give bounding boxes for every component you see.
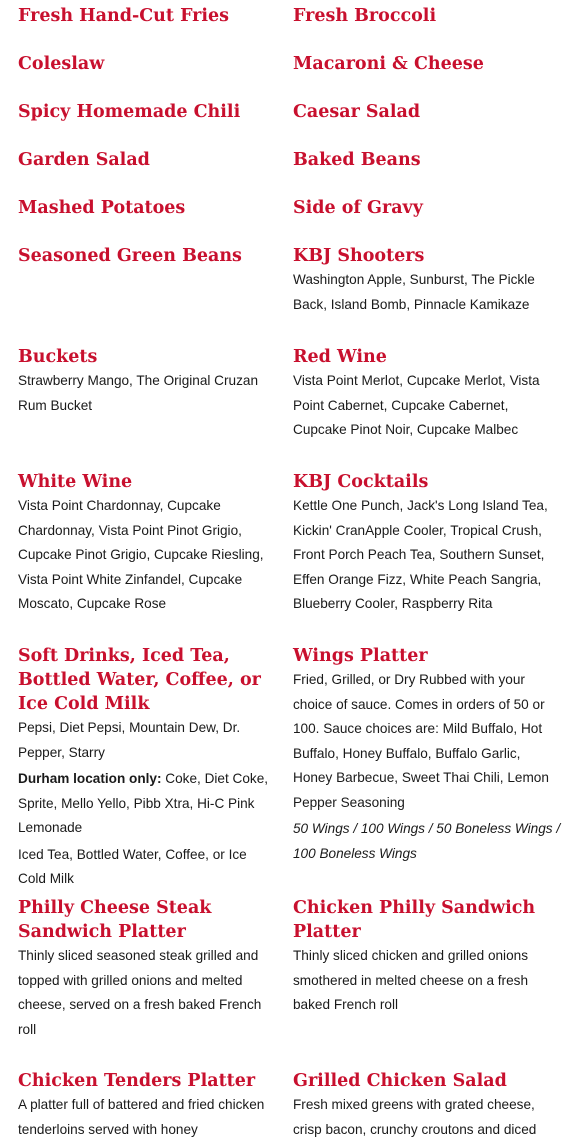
menu-item	[293, 4, 561, 28]
menu-item-title: KBJ Shooters	[293, 246, 425, 266]
menu-item-title: Mashed Potatoes	[18, 198, 186, 218]
menu-item-title: Soft Drinks, Iced Tea, Bottled Water, Coffee, or Ice Cold Milk	[18, 646, 261, 714]
menu-item-title: Buckets	[18, 347, 98, 367]
menu-item	[18, 196, 273, 220]
menu-item-title: Fresh Broccoli	[293, 6, 437, 26]
menu-item	[18, 100, 273, 124]
menu-item	[293, 196, 561, 220]
menu-item-description: Kettle One Punch, Jack's Long Island Tea, Kickin' CranApple Cooler, Tropical Crush, Front Porch Peach Tea, Southern Sunset, Effen Orange Fizz, White Peach Sangria, Blueberry Cooler, Raspberry Rita	[293, 498, 548, 611]
menu-item	[18, 470, 273, 617]
menu-item	[293, 100, 561, 124]
menu-item-title: Spicy Homemade Chili	[18, 102, 241, 122]
menu-item-description: Thinly sliced chicken and grilled onions smothered in melted cheese on a fresh baked French roll	[293, 948, 529, 1012]
menu-item	[18, 4, 273, 28]
menu-item-description: A platter full of battered and fried chicken tenderloins served with honey	[18, 1097, 265, 1137]
menu-item-title: White Wine	[18, 472, 133, 492]
durham-text: Coke, Diet Coke, Sprite, Mello Yello, Pibb Xtra, Hi-C Pink Lemonade	[18, 771, 269, 835]
durham-label: Durham location only:	[18, 771, 162, 786]
menu-item	[18, 244, 273, 268]
menu-item	[293, 345, 561, 443]
menu-item	[293, 148, 561, 172]
menu-item	[18, 345, 273, 418]
menu-item	[18, 644, 273, 892]
menu-item-title: Garden Salad	[18, 150, 150, 170]
menu-item-title: Caesar Salad	[293, 102, 421, 122]
menu-item-title: Side of Gravy	[293, 198, 423, 218]
menu-item-title: Macaroni & Cheese	[293, 54, 484, 74]
menu-item-description: Iced Tea, Bottled Water, Coffee, or Ice Cold Milk	[18, 846, 247, 886]
menu-item-description: Pepsi, Diet Pepsi, Mountain Dew, Dr. Pepper, Starry	[18, 720, 241, 760]
menu-item-description: Fried, Grilled, or Dry Rubbed with your choice of sauce. Comes in orders of 50 or 100. Sauce choices are: Mild Buffalo, Hot Buffalo, Honey Buffalo, Buffalo Garlic, Honey Barbecue, Sweet Thai Chili, Lemon Pepper Seasoning	[293, 672, 549, 810]
durham-note	[18, 767, 273, 841]
menu-item-title: Fresh Hand-Cut Fries	[18, 6, 230, 26]
menu-item-title: Red Wine	[293, 347, 387, 367]
menu-item-title: KBJ Cocktails	[293, 472, 429, 492]
menu-item	[18, 1069, 273, 1142]
menu-item	[18, 148, 273, 172]
menu-item-description: Washington Apple, Sunburst, The Pickle Back, Island Bomb, Pinnacle Kamikaze	[293, 272, 535, 312]
menu-item-title: Wings Platter	[293, 646, 428, 666]
menu-item-title: Philly Cheese Steak Sandwich Platter	[18, 898, 212, 942]
menu-item-description: Thinly sliced seasoned steak grilled and topped with grilled onions and melted cheese, served on a fresh baked French roll	[18, 948, 262, 1037]
menu-item	[293, 470, 561, 617]
menu-item-description: Strawberry Mango, The Original Cruzan Rum Bucket	[18, 373, 259, 413]
menu-item-title: Coleslaw	[18, 54, 105, 74]
menu-item	[293, 1069, 561, 1142]
menu-item-title: Baked Beans	[293, 150, 421, 170]
menu-item-description: Vista Point Chardonnay, Cupcake Chardonnay, Vista Point Pinot Grigio, Cupcake Pinot Grigio, Cupcake Riesling, Vista Point White Zinfandel, Cupcake Moscato, Cupcake Rose	[18, 498, 264, 611]
menu-item-title: Chicken Philly Sandwich Platter	[293, 898, 536, 942]
menu-item	[18, 52, 273, 76]
menu-item-title: Grilled Chicken Salad	[293, 1071, 507, 1091]
menu-item-title: Chicken Tenders Platter	[18, 1071, 256, 1091]
menu-item	[293, 644, 561, 866]
menu-item-description: Fresh mixed greens with grated cheese, crisp bacon, crunchy croutons and diced	[293, 1097, 537, 1137]
menu-item	[293, 244, 561, 317]
menu-item	[293, 52, 561, 76]
menu-item	[18, 896, 273, 1042]
menu-item-title: Seasoned Green Beans	[18, 246, 242, 266]
menu-item-options: 50 Wings / 100 Wings / 50 Boneless Wings / 100 Boneless Wings	[293, 821, 561, 861]
menu-item	[293, 896, 561, 1018]
menu-item-description: Vista Point Merlot, Cupcake Merlot, Vista Point Cabernet, Cupcake Cabernet, Cupcake Pinot Noir, Cupcake Malbec	[293, 373, 540, 437]
